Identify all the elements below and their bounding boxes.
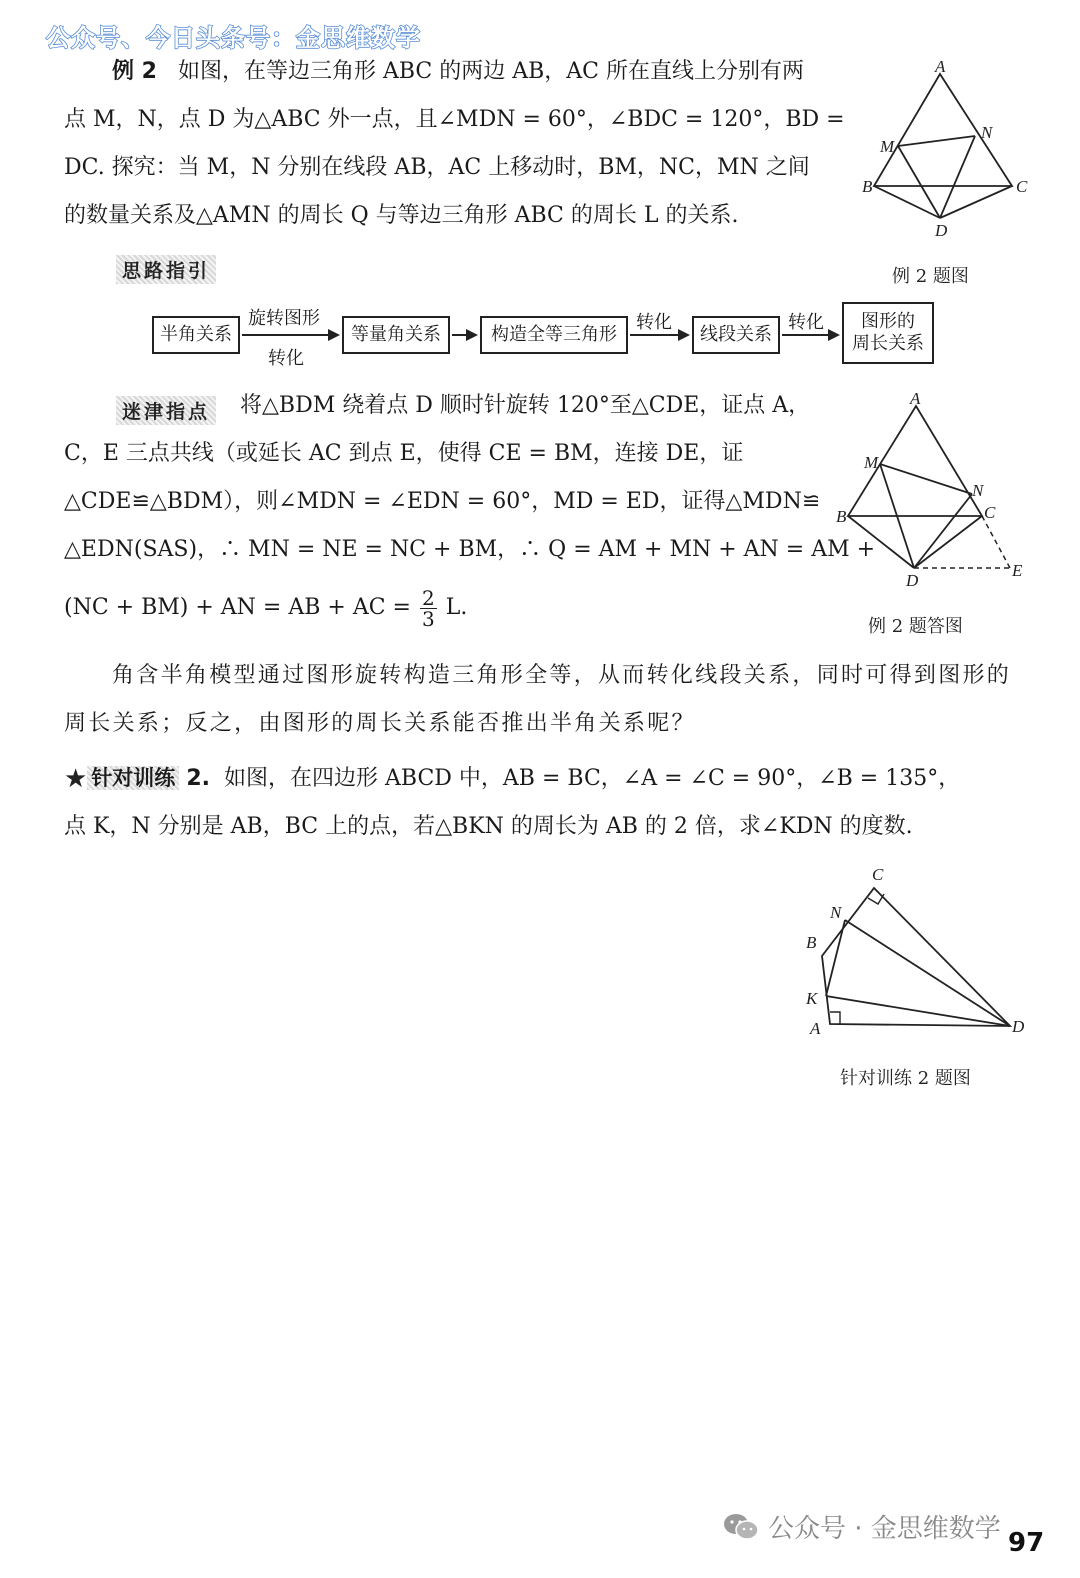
fig3-label-d: D xyxy=(1012,1017,1025,1036)
hint-line-5-prefix: (NC + BM) + AN = AB + AC = xyxy=(64,595,411,620)
wechat-icon xyxy=(722,1511,760,1543)
example-2-line-2: 点 M，N，点 D 为△ABC 外一点，且∠MDN = 60°，∠BDC = 120°，BD = xyxy=(64,107,845,132)
fig1-label-n: N xyxy=(981,123,993,142)
training-2-diagram xyxy=(800,858,1040,1048)
example-2-line-4: 的数量关系及△AMN 的周长 Q 与等边三角形 ABC 的周长 L 的关系. xyxy=(64,203,739,228)
training-line-1: 如图，在四边形 ABCD 中，AB = BC，∠A = ∠C = 90°，∠B = 135°， xyxy=(223,766,961,791)
example-2-answer-figure xyxy=(832,388,1032,598)
footer-watermark xyxy=(722,1508,1001,1545)
fig1-label-b: B xyxy=(862,177,873,196)
flow-arrow-1-line xyxy=(242,334,328,336)
fig2-label-m: M xyxy=(864,453,879,472)
training-line-2: 点 K，N 分别是 AB，BC 上的点，若△BKN 的周长为 AB 的 2 倍，求∠KDN 的度数. xyxy=(64,814,913,839)
training-problem-text xyxy=(64,754,1024,851)
fig2-label-b: B xyxy=(836,507,847,526)
example-2-figure-caption: 例 2 题图 xyxy=(892,266,969,287)
fig2-label-a: A xyxy=(910,389,921,408)
example-2-label: 例 2 xyxy=(112,59,157,84)
fraction-two-thirds xyxy=(420,585,437,631)
fig3-label-k: K xyxy=(806,989,818,1008)
flow-box-congruent-triangles: 构造全等三角形 xyxy=(480,316,628,354)
example-2-answer-figure-caption: 例 2 题答图 xyxy=(868,616,963,637)
example-2-answer-diagram xyxy=(832,388,1032,598)
flow-arrow-2-head xyxy=(466,329,478,341)
example-2-line-1: 如图，在等边三角形 ABC 的两边 AB，AC 所在直线上分别有两 xyxy=(177,59,804,84)
flow-box-segment-relation: 线段关系 xyxy=(692,316,780,354)
remark-line-1: 角含半角模型通过图形旋转构造三角形全等，从而转化线段关系，同时可得到图形的 xyxy=(112,663,1012,688)
remark-line-2: 周长关系；反之，由图形的周长关系能否推出半角关系呢？ xyxy=(64,711,696,736)
fig3-label-c: C xyxy=(872,865,884,884)
flow-arrow-4-line xyxy=(782,334,830,336)
hint-line-5-suffix: L. xyxy=(445,595,468,620)
example-2-diagram xyxy=(858,56,1038,246)
hint-line-4: △EDN(SAS)，∴ MN = NE = NC + BM，∴ Q = AM + MN + AN = AM + xyxy=(64,537,876,562)
flow-arrow-1-top-label: 旋转图形 xyxy=(248,308,320,329)
training-label: 针对训练 xyxy=(87,766,179,790)
fraction-numerator: 2 xyxy=(421,585,435,610)
hint-line-1: 将△BDM 绕着点 D 顺时针旋转 120°至△CDE，证点 A， xyxy=(240,393,811,418)
training-2-figure xyxy=(800,858,1040,1048)
fig2-label-n: N xyxy=(972,481,984,500)
key-hint-tag: 迷津指点 xyxy=(116,396,216,425)
flow-arrow-3-top-label: 转化 xyxy=(636,312,672,333)
fig1-label-d: D xyxy=(935,221,948,240)
flow-box-perimeter-relation xyxy=(842,302,934,364)
source-watermark: 公众号、今日头条号：金思维数学 xyxy=(46,24,421,52)
key-hint-text xyxy=(64,382,876,632)
remark-text xyxy=(64,652,1024,748)
page-number: 97 xyxy=(1008,1528,1045,1558)
hint-line-3: △CDE≌△BDM），则∠MDN = ∠EDN = 60°，MD = ED，证得△MDN≌ xyxy=(64,489,821,514)
thinking-guide-tag: 思路指引 xyxy=(116,255,216,284)
flow-arrow-1-bottom-label: 转化 xyxy=(268,348,304,369)
example-2-line-3: DC. 探究：当 M，N 分别在线段 AB，AC 上移动时，BM，NC，MN 之间 xyxy=(64,155,810,180)
fig2-label-d: D xyxy=(906,571,919,590)
example-2-figure xyxy=(858,56,1038,246)
fig1-label-a: A xyxy=(935,57,946,76)
fig2-label-c: C xyxy=(984,503,996,522)
flow-arrow-4-head xyxy=(828,329,840,341)
training-2-figure-caption: 针对训练 2 题图 xyxy=(840,1068,971,1089)
flow-box-half-angle: 半角关系 xyxy=(152,316,240,354)
fig1-label-m: M xyxy=(880,137,895,156)
fig2-label-e: E xyxy=(1012,561,1023,580)
thinking-flowchart xyxy=(148,298,948,372)
fig3-label-b: B xyxy=(806,933,817,952)
footer-text: 公众号 · 金思维数学 xyxy=(768,1514,1001,1544)
hint-line-2: C，E 三点共线（或延长 AC 到点 E，使得 CE = BM，连接 DE，证 xyxy=(64,441,744,466)
flow-box-5-line-2: 周长关系 xyxy=(852,333,924,354)
flow-arrow-3-head xyxy=(678,329,690,341)
example-2-text xyxy=(64,48,854,240)
flow-box-equal-angle: 等量角关系 xyxy=(342,316,450,354)
fig3-label-n: N xyxy=(830,903,842,922)
fig3-label-a: A xyxy=(810,1019,821,1038)
flow-box-5-line-1: 图形的 xyxy=(861,311,915,332)
flow-arrow-3-line xyxy=(630,334,680,336)
fraction-denominator: 3 xyxy=(421,606,435,631)
training-number: 2. xyxy=(186,766,210,791)
flow-arrow-4-top-label: 转化 xyxy=(788,312,824,333)
fig1-label-c: C xyxy=(1016,177,1028,196)
flow-arrow-1-head xyxy=(328,329,340,341)
star-icon: ★ xyxy=(64,764,88,794)
